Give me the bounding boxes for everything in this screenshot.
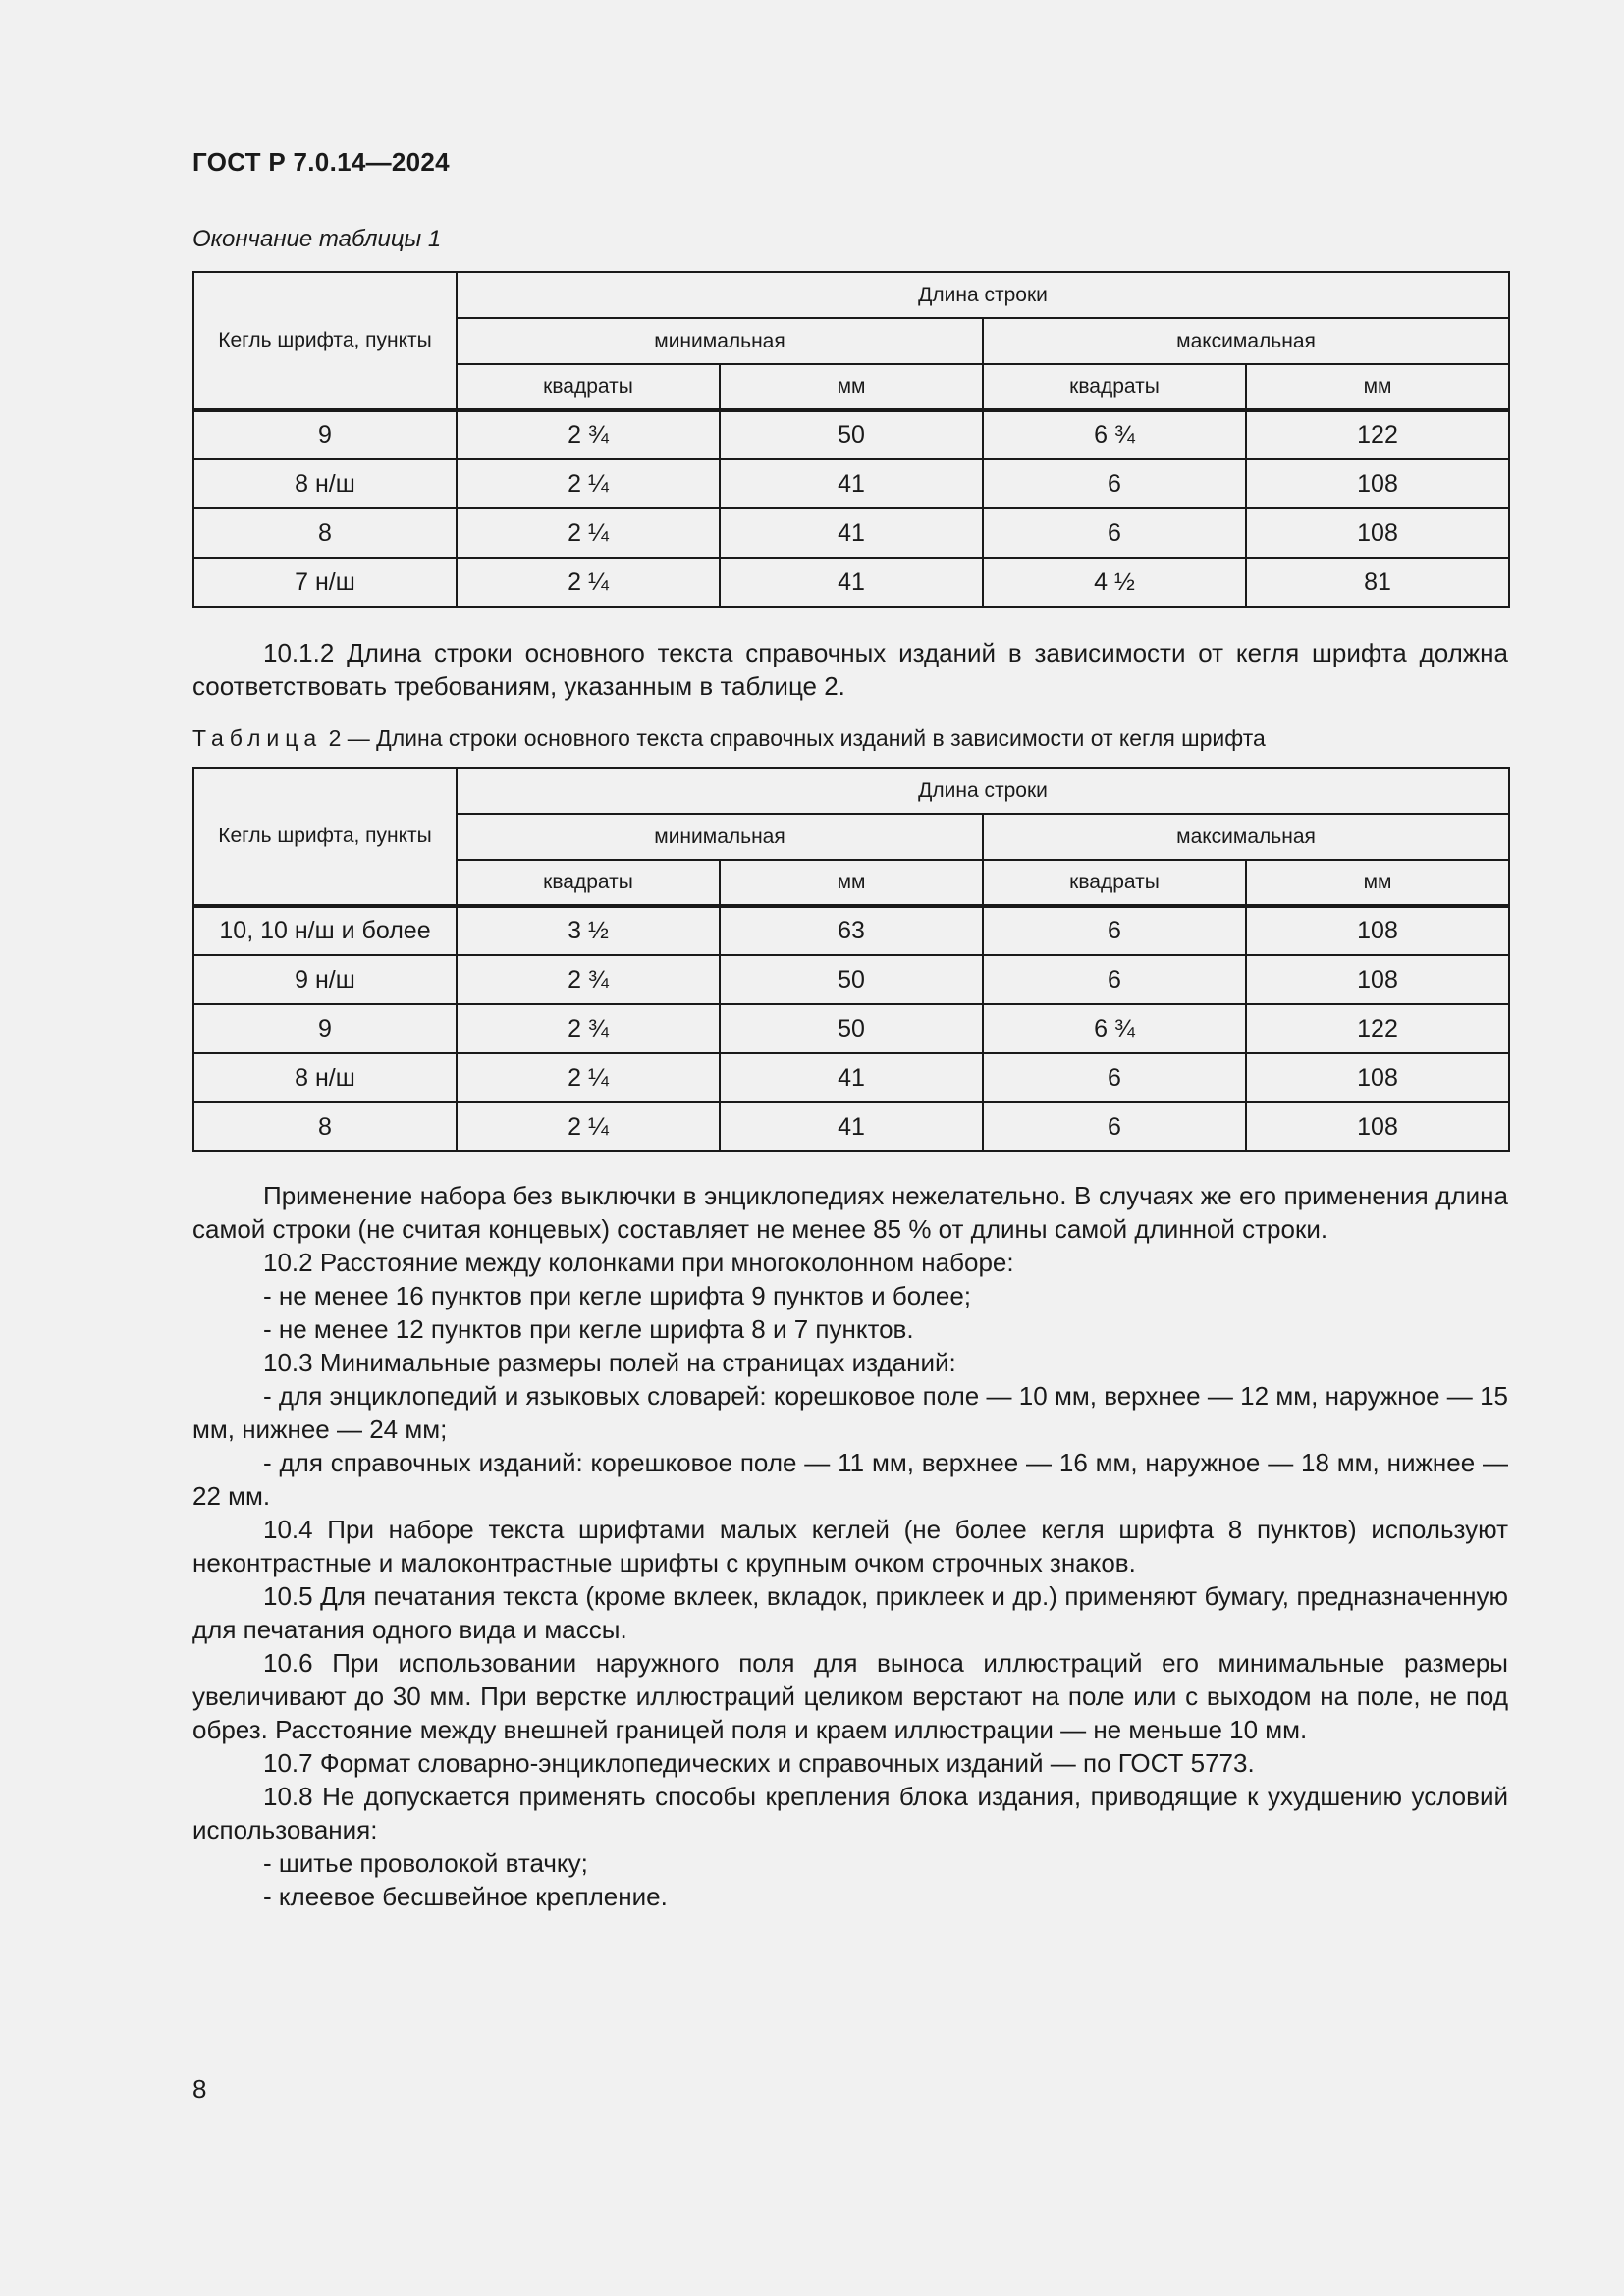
table-cell: 6 ¾ — [983, 410, 1246, 459]
table-cell: 9 — [193, 410, 457, 459]
table-cell: 6 — [983, 508, 1246, 558]
header-maximal: максимальная — [983, 318, 1509, 364]
group-header-line-length: Длина строки — [457, 272, 1509, 318]
list-item: - для энциклопедий и языковых словарей: корешковое поле — 10 мм, верхнее — 12 мм, наружное — 15 мм, нижнее — 24 мм; — [192, 1381, 1508, 1444]
table-cell: 10, 10 н/ш и более — [193, 906, 457, 955]
paragraph: 10.6 При использовании наружного поля для выноса иллюстраций его минимальные размеры увеличивают до 30 мм. При верстке иллюстраций целиком верстают на поле или с выходом на поле, не под обрез. Расстояние между внешней границей поля и краем иллюстрации — не меньше 10 мм. — [192, 1648, 1508, 1744]
table-row — [193, 410, 1509, 459]
paragraph: 10.3 Минимальные размеры полей на страницах изданий: — [263, 1348, 956, 1377]
table-2 — [192, 767, 1510, 1152]
document-code: ГОСТ Р 7.0.14—2024 — [192, 147, 450, 177]
table-cell: 6 — [983, 1053, 1246, 1102]
table-row — [193, 459, 1509, 508]
paragraph: 10.7 Формат словарно-энциклопедических и справочных изданий — по ГОСТ 5773. — [263, 1748, 1255, 1778]
table-cell: 2 ¼ — [457, 459, 720, 508]
table-row — [193, 906, 1509, 955]
subheader-quadrats: квадраты — [983, 860, 1246, 906]
table-cell: 108 — [1246, 1053, 1509, 1102]
table-cell: 6 — [983, 955, 1246, 1004]
table-cell: 2 ¾ — [457, 955, 720, 1004]
table-row — [193, 558, 1509, 607]
paragraph: 10.5 Для печатания текста (кроме вклеек, вкладок, приклеек и др.) применяют бумагу, предназначенную для печатания одного вида и массы. — [192, 1581, 1508, 1644]
table-cell: 2 ¾ — [457, 1004, 720, 1053]
table-cell: 9 — [193, 1004, 457, 1053]
table-row — [193, 1102, 1509, 1151]
table-cell: 108 — [1246, 906, 1509, 955]
table-cell: 6 ¾ — [983, 1004, 1246, 1053]
col-header-font-size: Кегль шрифта, пункты — [193, 272, 457, 410]
body-text — [192, 1179, 1508, 1913]
table-cell: 2 ¼ — [457, 558, 720, 607]
table-cell: 9 н/ш — [193, 955, 457, 1004]
paragraph: 10.2 Расстояние между колонками при многоколонном наборе: — [263, 1248, 1014, 1277]
table-cell: 122 — [1246, 410, 1509, 459]
table-row — [193, 1053, 1509, 1102]
list-item: - клеевое бесшвейное крепление. — [263, 1882, 668, 1911]
table-cell: 8 н/ш — [193, 1053, 457, 1102]
table-cell: 50 — [720, 955, 983, 1004]
list-item: - для справочных изданий: корешковое поле — 11 мм, верхнее — 16 мм, наружное — 18 мм, нижнее — 22 мм. — [192, 1448, 1508, 1511]
intro-paragraph-block — [192, 636, 1508, 703]
table-cell: 8 — [193, 508, 457, 558]
table-1 — [192, 271, 1510, 608]
table-cell: 108 — [1246, 459, 1509, 508]
page-number: 8 — [192, 2074, 207, 2104]
table-cell: 41 — [720, 508, 983, 558]
table1-continuation-caption: Окончание таблицы 1 — [192, 226, 442, 252]
table2-caption-text: 2 — Длина строки основного текста справочных изданий в зависимости от кегля шрифта — [322, 725, 1266, 751]
subheader-quadrats: квадраты — [457, 364, 720, 410]
table-cell: 8 н/ш — [193, 459, 457, 508]
table-row — [193, 1004, 1509, 1053]
table2-caption — [192, 725, 1266, 752]
table-cell: 6 — [983, 459, 1246, 508]
table-cell: 7 н/ш — [193, 558, 457, 607]
list-item: - не менее 16 пунктов при кегле шрифта 9 пунктов и более; — [263, 1281, 972, 1310]
list-item: - не менее 12 пунктов при кегле шрифта 8 и 7 пунктов. — [263, 1314, 914, 1344]
table-cell: 50 — [720, 1004, 983, 1053]
table-cell: 50 — [720, 410, 983, 459]
table-cell: 81 — [1246, 558, 1509, 607]
table-cell: 41 — [720, 1053, 983, 1102]
list-item: - шитье проволокой втачку; — [263, 1848, 588, 1878]
table2-caption-word: Таблица — [192, 725, 323, 751]
header-minimal: минимальная — [457, 318, 983, 364]
table-cell: 41 — [720, 558, 983, 607]
table-cell: 3 ½ — [457, 906, 720, 955]
table-cell: 108 — [1246, 955, 1509, 1004]
table-cell: 41 — [720, 1102, 983, 1151]
table-cell: 8 — [193, 1102, 457, 1151]
table-cell: 122 — [1246, 1004, 1509, 1053]
table-cell: 6 — [983, 1102, 1246, 1151]
subheader-mm: мм — [720, 860, 983, 906]
table-cell: 2 ¼ — [457, 1053, 720, 1102]
paragraph: 10.1.2 Длина строки основного текста справочных изданий в зависимости от кегля шрифта должна соответствовать требованиям, указанным в таблице 2. — [192, 638, 1508, 701]
paragraph: Применение набора без выключки в энциклопедиях нежелательно. В случаях же его применения длина самой строки (не считая концевых) составляет не менее 85 % от длины самой длинной строки. — [192, 1181, 1508, 1244]
table-row — [193, 955, 1509, 1004]
table-row — [193, 508, 1509, 558]
subheader-mm: мм — [1246, 364, 1509, 410]
paragraph: 10.4 При наборе текста шрифтами малых кеглей (не более кегля шрифта 8 пунктов) используют неконтрастные и малоконтрастные шрифты с крупным очком строчных знаков. — [192, 1515, 1508, 1577]
table-cell: 2 ¾ — [457, 410, 720, 459]
subheader-mm: мм — [1246, 860, 1509, 906]
table-cell: 63 — [720, 906, 983, 955]
table-cell: 4 ½ — [983, 558, 1246, 607]
header-minimal: минимальная — [457, 814, 983, 860]
subheader-quadrats: квадраты — [983, 364, 1246, 410]
table-cell: 2 ¼ — [457, 1102, 720, 1151]
table-cell: 108 — [1246, 1102, 1509, 1151]
table-cell: 6 — [983, 906, 1246, 955]
table-cell: 108 — [1246, 508, 1509, 558]
subheader-mm: мм — [720, 364, 983, 410]
subheader-quadrats: квадраты — [457, 860, 720, 906]
table-cell: 2 ¼ — [457, 508, 720, 558]
paragraph: 10.8 Не допускается применять способы крепления блока издания, приводящие к ухудшению условий использования: — [192, 1782, 1508, 1844]
table-cell: 41 — [720, 459, 983, 508]
header-maximal: максимальная — [983, 814, 1509, 860]
col-header-font-size: Кегль шрифта, пункты — [193, 768, 457, 906]
group-header-line-length: Длина строки — [457, 768, 1509, 814]
